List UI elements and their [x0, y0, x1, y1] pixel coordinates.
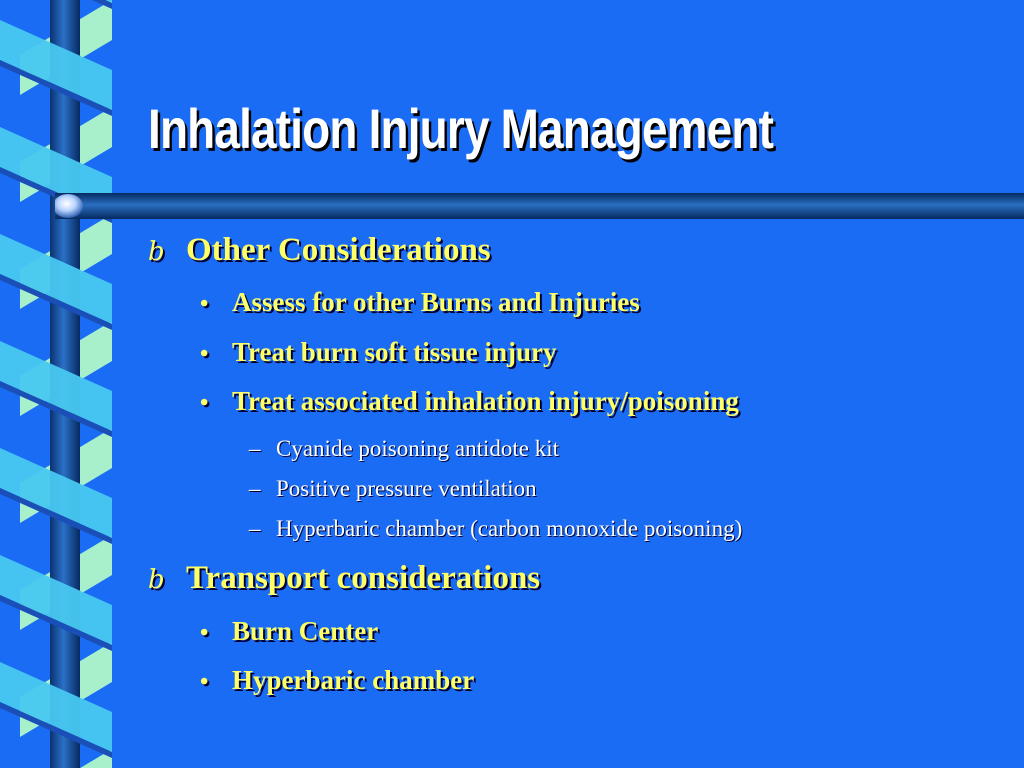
bullet-item	[200, 386, 739, 417]
bullet-item	[200, 287, 640, 318]
section-marker-icon: b	[148, 565, 165, 595]
bullet-icon: •	[200, 291, 209, 317]
section-marker-icon: b	[148, 237, 165, 267]
section-heading-text: Other Considerations	[186, 232, 491, 268]
sub-bullet-text: Hyperbaric chamber (carbon monoxide poisoning)	[276, 516, 743, 541]
dash-icon: –	[249, 436, 261, 461]
sub-bullet-item	[249, 436, 559, 462]
dash-icon: –	[249, 476, 261, 501]
sub-bullet-text: Cyanide poisoning antidote kit	[276, 436, 559, 461]
bullet-item	[200, 665, 474, 696]
bullet-icon: •	[200, 341, 209, 367]
title-divider-bar	[55, 191, 1024, 221]
slide-title: Inhalation Injury Management	[148, 97, 774, 160]
sub-bullet-item	[249, 516, 742, 542]
bullet-text: Hyperbaric chamber	[232, 665, 475, 695]
dash-icon: –	[249, 516, 261, 541]
sub-bullet-item	[249, 476, 537, 502]
sub-bullet-text: Positive pressure ventilation	[276, 476, 537, 501]
bullet-item	[200, 337, 557, 368]
bullet-icon: •	[200, 390, 209, 416]
section-heading	[148, 232, 491, 269]
bullet-text: Assess for other Burns and Injuries	[232, 287, 640, 317]
bullet-text: Burn Center	[232, 616, 379, 646]
bullet-item	[200, 616, 378, 647]
bullet-icon: •	[200, 669, 209, 695]
bullet-text: Treat associated inhalation injury/poisoning	[232, 386, 739, 416]
section-heading-text: Transport considerations	[186, 560, 541, 596]
ribbon-pole-decoration	[0, 0, 112, 768]
section-heading	[148, 560, 540, 597]
bullet-text: Treat burn soft tissue injury	[232, 337, 557, 367]
bullet-icon: •	[200, 620, 209, 646]
